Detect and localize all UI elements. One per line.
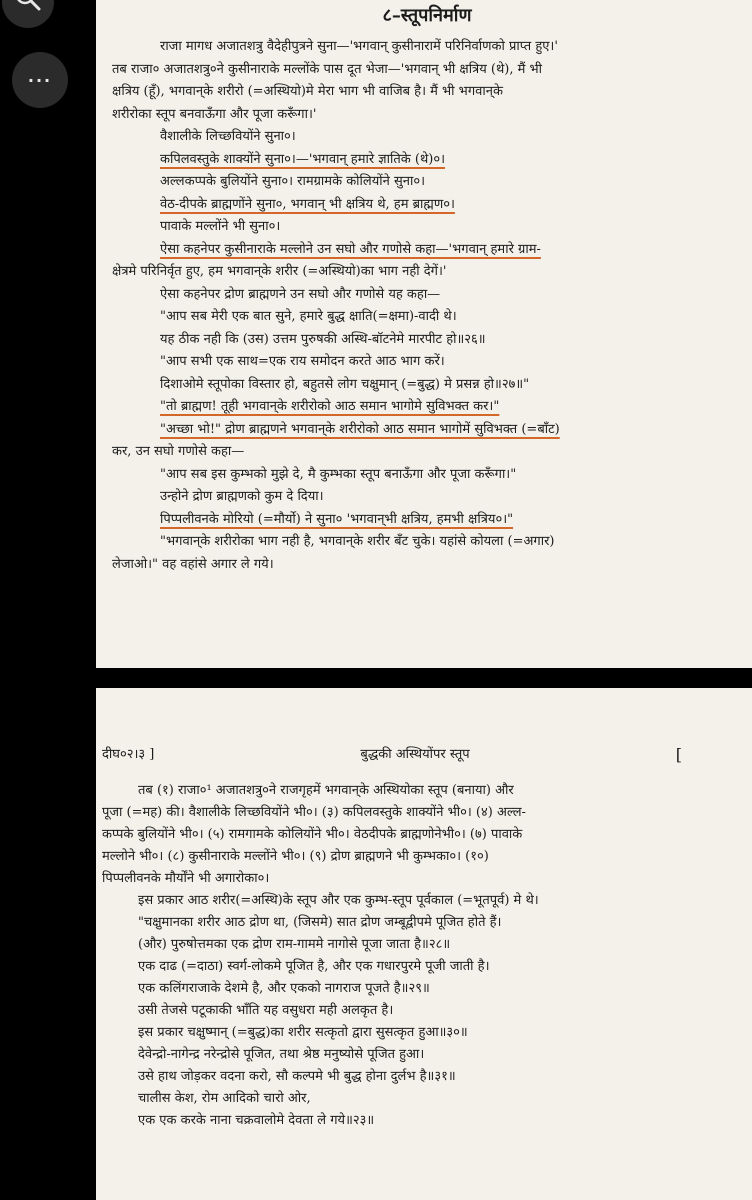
text-line: लेजाओ।" वह वहांसे अगार ले गये।: [112, 556, 274, 572]
text-line: "आप सभी एक साथ=एक राय समोदन करते आठ भाग करें।: [160, 354, 445, 369]
text-line: क्षत्रिय (हूँ), भगवान्‌के शरीरो (=अस्थियो)मे मेरा भाग भी वाजिब है। मैं भी भगवान्‌के: [112, 84, 503, 99]
text-line: पूजा (=मह) की। वैशालीके लिच्छवियोंने भी०। (३) कपिलवस्तुके शाक्योंने भी०। (४) अल्ल-: [102, 805, 526, 820]
text-line: "तो ब्राह्मण! तूही भगवान्‌के शरीरोको आठ समान भागोमे सुविभक्त कर।": [160, 399, 500, 414]
text-line: तब राजा० अजातशत्रु०ने कुसीनाराके मल्लोंके पास दूत भेजा—'भगवान् भी क्षत्रिय (थे), मैं भी: [112, 61, 543, 77]
header-title: बुद्धकी अस्थियोंपर स्तूप: [360, 747, 470, 762]
text-line: मल्लोने भी०। (८) कुसीनाराके मल्लोंने भी०। (९) द्रोण ब्राह्मणने भी कुम्भका०। (१०): [102, 849, 489, 864]
text-line: कर, उन सघो गणोसे कहा—: [112, 444, 245, 459]
scanned-page-bottom: [96, 688, 752, 1200]
text-line: पावाके मल्लोंने भी सुना०।: [160, 219, 281, 234]
text-line: "भगवान्‌के शरीरोका भाग नही है, भगवान्‌के शरीर बँट चुके। यहांसे कोयला (=अगार): [160, 534, 555, 549]
text-line: एक दाढ (=दाठा) स्वर्ग-लोकमे पूजित है, और एक गधारपुरमे पूजी जाती है।: [138, 959, 490, 974]
text-line: एक एक करके नाना चक्रवालोमे देवता ले गये॥२३॥: [138, 1113, 375, 1128]
chapter-title: ८–स्तूपनिर्माण: [382, 5, 472, 26]
scanned-page-top: [96, 0, 752, 668]
text-line: दिशाओमे स्तूपोका विस्तार हो, बहुतसे लोग चक्षुमान् (=बुद्ध) मे प्रसन्न हो॥२७॥": [160, 376, 530, 392]
running-header: [102, 744, 742, 766]
text-line: पिप्पलीवनके मोरियो (=मौर्यो) ने सुना० 'भगवान्‌भी क्षत्रिय, हमभी क्षत्रिय०।": [160, 511, 514, 527]
text-line: क्षेत्रमे परिनिर्वृत हुए, हम भगवान्‌के शरीर (=अस्थियो)का भाग नही देगें।': [112, 264, 447, 279]
text-line: अल्लकप्पके बुलियोंने सुना०। रामग्रामके कोलियोंने सुना०।: [160, 174, 426, 189]
text-line: ऐसा कहनेपर कुसीनाराके मल्लोने उन सघो और गणोसे कहा—'भगवान् हमारे ग्राम-: [160, 241, 541, 257]
text-line: इस प्रकार चक्षुष्मान् (=बुद्ध)का शरीर सत्कृतो द्वारा सुसत्कृत हुआ॥३०॥: [138, 1025, 468, 1040]
text-line: शरीरोका स्तूप बनवाऊँगा और पूजा करूँगा।': [112, 106, 317, 122]
text-line: उसी तेजसे पटूकाकी भाँति यह वसुधरा मही अलकृत है।: [138, 1003, 394, 1018]
more-options-icon: ···: [27, 70, 53, 90]
text-line: उन्होने द्रोण ब्राह्मणको कुम दे दिया।: [160, 489, 324, 504]
header-bracket: [: [675, 745, 682, 764]
text-line: "आप सब मेरी एक बात सुने, हमारे बुद्ध क्षाति(=क्षमा)-वादी थे।: [160, 309, 457, 324]
text-line: इस प्रकार आठ शरीर(=अस्थि)के स्तूप और एक कुम्भ-स्तूप पूर्वकाल (=भूतपूर्व) मे थे।: [138, 893, 539, 908]
text-line: (और) पुरुषोत्तमका एक द्रोण राम-गाममे नागोसे पूजा जाता है॥२८॥: [138, 937, 451, 952]
text-line: "अच्छा भो!" द्रोण ब्राह्मणने भगवान्‌के शरीरोको आठ समान भागोमें सुविभक्त (=बाँट): [160, 421, 560, 437]
text-line: "चक्षुमानका शरीर आठ द्रोण था, (जिसमे) सात द्रोण जम्बूद्वीपमे पूजित होते हैं।: [138, 915, 502, 930]
header-reference: दीघ०२।३ ]: [102, 747, 155, 762]
text-line: तब (१) राजा०¹ अजातशत्रु०ने राजगृहमें भगवान्‌के अस्थियोका स्तूप (बनाया) और: [138, 783, 514, 798]
text-line: पिप्पलीवनके मौर्योंने भी अगारोका०।: [102, 871, 270, 886]
text-line: देवेन्द्रो-नागेन्द्र नरेन्द्रोसे पूजित, तथा श्रेष्ठ मनुष्योसे पूजित हुआ।: [138, 1047, 425, 1062]
text-line: राजा मागध अजातशत्रु वैदेहीपुत्रने सुना—'भगवान् कुसीनारामें परिनिर्वाणको प्राप्त हुए।': [160, 39, 558, 54]
text-line: वैशालीके लिच्छवियोंने सुना०।: [160, 129, 296, 144]
text-line: "आप सब इस कुम्भको मुझे दे, मै कुम्भका स्तूप बनाऊँगा और पूजा करूँगा।": [160, 466, 517, 482]
text-line: एक कलिंगराजाके देशमे है, और एकको नागराज पूजते है॥२९॥: [138, 981, 430, 996]
text-line: ऐसा कहनेपर द्रोण ब्राह्मणने उन सघो और गणोसे यह कहा—: [160, 286, 441, 302]
more-options-button[interactable]: [12, 52, 68, 108]
text-line: यह ठीक नही कि (उस) उत्तम पुरुषकी अस्थि-बॉटनेमे मारपीट हो॥२६॥: [160, 331, 486, 347]
text-line: वेठ-दीपके ब्राह्मणोंने सुना०, भगवान् भी क्षत्रिय थे, हम ब्राह्मण०।: [160, 196, 455, 212]
text-line: उसे हाथ जोड़कर वदना करो, सौ कल्पमे भी बुद्ध होना दुर्लभ है॥३१॥: [138, 1069, 456, 1084]
text-line: चालीस केश, रोम आदिको चारो ओर,: [138, 1091, 311, 1106]
search-button[interactable]: [2, 0, 54, 28]
text-line: कपिलवस्तुके शाक्योंने सुना०।—'भगवान् हमारे ज्ञातिके (थे)०।: [160, 151, 446, 167]
text-line: कप्पके बुलियोंने भी०। (५) रामगामके कोलियोंने भी०। वेठदीपके ब्राह्मणोनेभी०। (७) पावाके: [102, 827, 523, 842]
search-icon: [13, 0, 43, 19]
